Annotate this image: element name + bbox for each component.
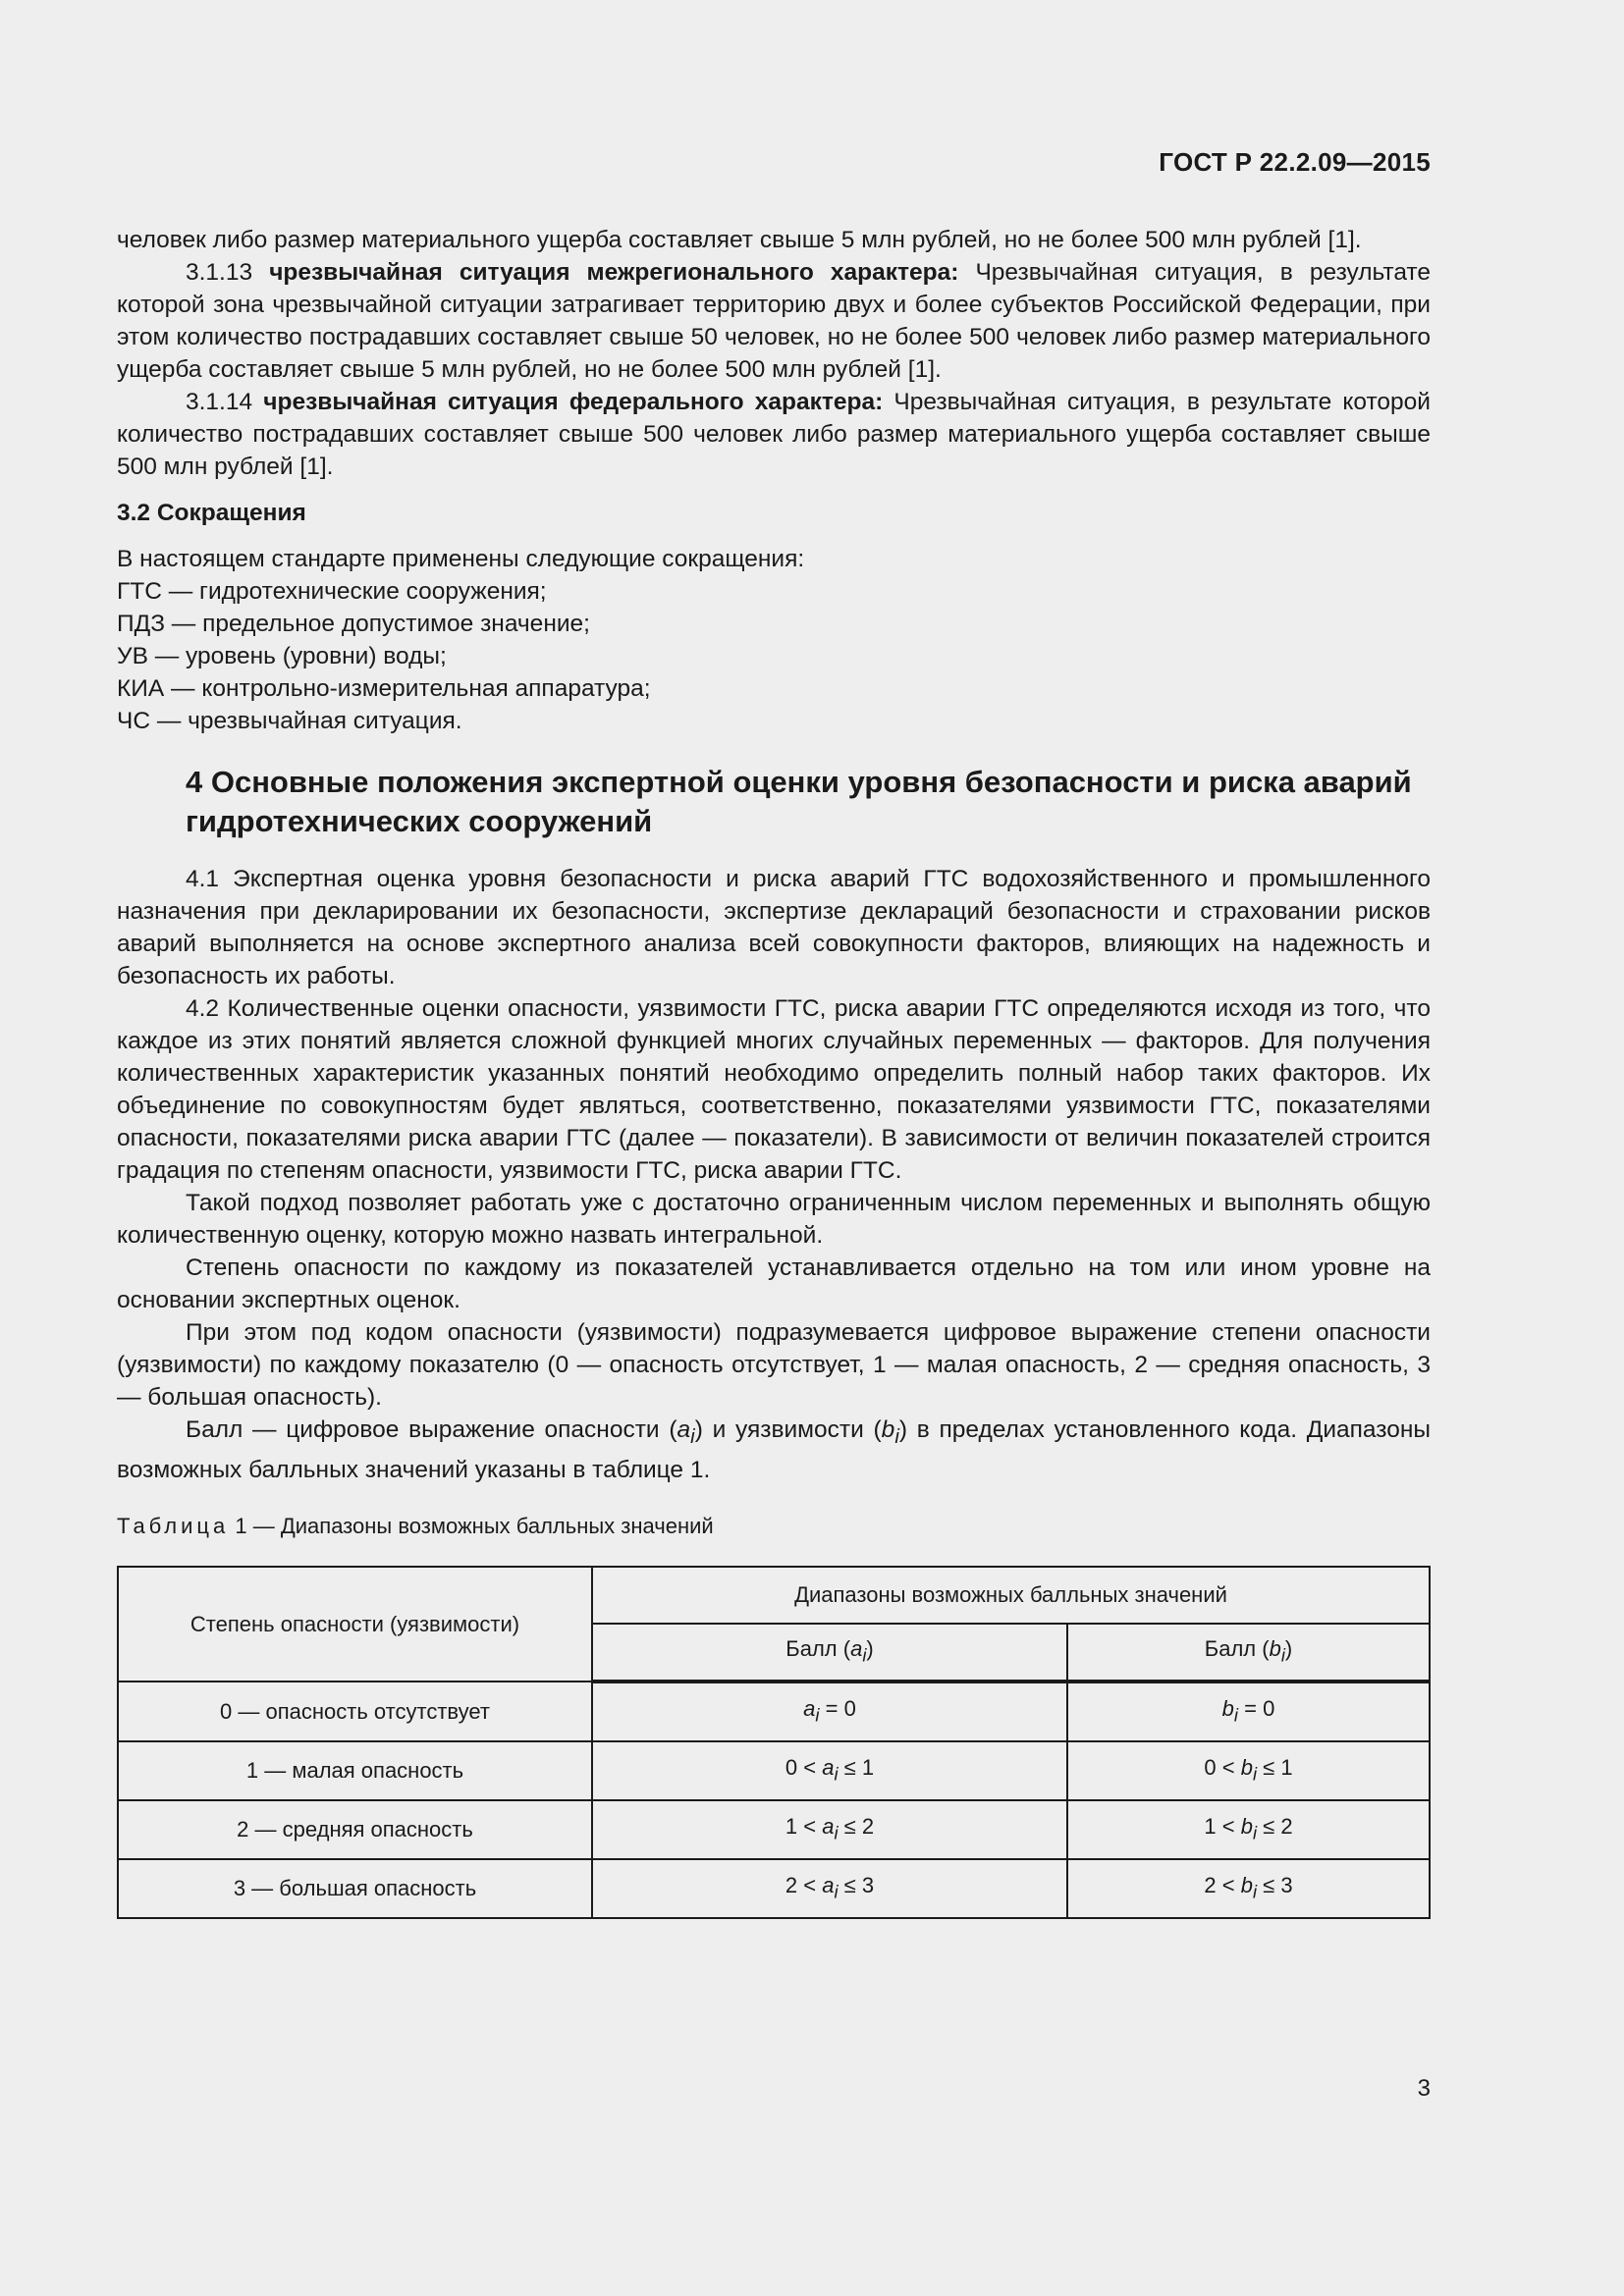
column-header-b: Балл $(b_i)$ [1067, 1624, 1430, 1682]
cell-a: $a_i = 0$ [592, 1682, 1067, 1741]
definition-text: Чрезвычайная ситуация, в результате которой зона чрезвычайной ситуации затрагивает территорию двух и более субъектов Российской Федерации, при этом количество пострадавших составляет свыше 50 человек, но не более 500 человек либо размер материального ущерба составляет свыше 5 млн рублей, но не более 500 млн рублей [1]. [117, 259, 1431, 383]
page-number: 3 [1417, 2075, 1431, 2102]
definition-3-1-13 [117, 256, 1431, 386]
cell-a: $0 < a_i \le 1$ [592, 1741, 1067, 1800]
cell-b: $2 < b_i \le 3$ [1067, 1859, 1430, 1918]
table-row [118, 1859, 1430, 1918]
table-row [118, 1741, 1430, 1800]
cell-level: 3 — большая опасность [118, 1859, 592, 1918]
column-header-a: Балл $(a_i)$ [592, 1624, 1067, 1682]
paragraph-code: При этом под кодом опасности (уязвимости) подразумевается цифровое выражение степени опасности (уязвимости) по каждому показателю (0 — опасность отсутствует, 1 — малая опасность, 2 — средняя опасность, 3 — большая опасность). [117, 1319, 1431, 1411]
cell-b: $0 < b_i \le 1$ [1067, 1741, 1430, 1800]
score-ranges-table [117, 1566, 1431, 1919]
list-item: УВ — уровень (уровни) воды; [117, 643, 447, 669]
cell-b: $1 < b_i \le 2$ [1067, 1800, 1430, 1859]
paragraph-continuation: человек либо размер материального ущерба составляет свыше 5 млн рублей, но не более 500 млн рублей [1]. [117, 227, 1362, 253]
chapter-heading-4: 4 Основные положения экспертной оценки уровня безопасности и риска аварий гидротехнических сооружений [186, 765, 1412, 838]
defined-term: чрезвычайная ситуация межрегионального характера: [269, 259, 959, 286]
paragraph-degree: Степень опасности по каждому из показателей устанавливается отдельно на том или ином уровне на основании экспертных оценок. [117, 1255, 1431, 1313]
cell-a: $2 < a_i \le 3$ [592, 1859, 1067, 1918]
table-row [118, 1682, 1430, 1741]
defined-term: чрезвычайная ситуация федерального характера: [263, 389, 884, 415]
cell-level: 1 — малая опасность [118, 1741, 592, 1800]
cell-a: $1 < a_i \le 2$ [592, 1800, 1067, 1859]
abbreviations-list [117, 575, 1431, 737]
document-code-header: ГОСТ Р 22.2.09—2015 [1159, 147, 1431, 177]
column-group-header: Диапазоны возможных балльных значений [592, 1567, 1430, 1624]
table-caption [117, 1510, 1431, 1542]
list-item: ГТС — гидротехнические сооружения; [117, 578, 547, 605]
section-heading-3-2: 3.2 Сокращения [117, 500, 306, 526]
list-item: ЧС — чрезвычайная ситуация. [117, 708, 462, 734]
list-item: КИА — контрольно-измерительная аппаратура; [117, 675, 651, 702]
cell-b: $b_i = 0$ [1067, 1682, 1430, 1741]
paragraph-4-1: 4.1 Экспертная оценка уровня безопасности и риска аварий ГТС водохозяйственного и промышленного назначения при декларировании их безопасности, экспертизе деклараций безопасности и страховании рисков аварий выполняется на основе экспертного анализа всей совокупности факторов, влияющих на надежность и безопасность их работы. [117, 866, 1431, 989]
paragraph-score: Балл — цифровое выражение опасности $(a_i)$ и уязвимости $(b_i)$ в пределах установленного кода. Диапазоны возможных балльных значений указаны в таблице 1. [117, 1416, 1431, 1483]
list-item: ПДЗ — предельное допустимое значение; [117, 611, 590, 637]
table-row [118, 1800, 1430, 1859]
document-body [117, 224, 1431, 1919]
abbreviations-intro: В настоящем стандарте применены следующие сокращения: [117, 546, 805, 572]
cell-level: 0 — опасность отсутствует [118, 1682, 592, 1741]
clause-number: 3.1.13 [186, 259, 253, 286]
paragraph-4-2: 4.2 Количественные оценки опасности, уязвимости ГТС, риска аварии ГТС определяются исходя из того, что каждое из этих понятий является сложной функцией многих случайных переменных — факторов. Для получения количественных характеристик указанных понятий необходимо определить полный набор таких факторов. Их объединение по совокупностям будет являться, соответственно, показателями уязвимости ГТС, показателями опасности, показателями риска аварии ГТС (далее — показатели). В зависимости от величин показателей строится градация по степеням опасности, уязвимости ГТС, риска аварии ГТС. [117, 995, 1431, 1184]
column-header-level: Степень опасности (уязвимости) [118, 1567, 592, 1682]
table-caption-text: 1 — Диапазоны возможных балльных значений [235, 1513, 714, 1538]
table-caption-label: Таблица [117, 1513, 230, 1538]
definition-text: Чрезвычайная ситуация, в результате которой количество пострадавших составляет свыше 500 человек либо размер материального ущерба составляет свыше 500 млн рублей [1]. [117, 389, 1431, 480]
clause-number: 3.1.14 [186, 389, 253, 415]
cell-level: 2 — средняя опасность [118, 1800, 592, 1859]
paragraph-approach: Такой подход позволяет работать уже с достаточно ограниченным числом переменных и выполнять общую количественную оценку, которую можно назвать интегральной. [117, 1190, 1431, 1249]
definition-3-1-14 [117, 386, 1431, 483]
